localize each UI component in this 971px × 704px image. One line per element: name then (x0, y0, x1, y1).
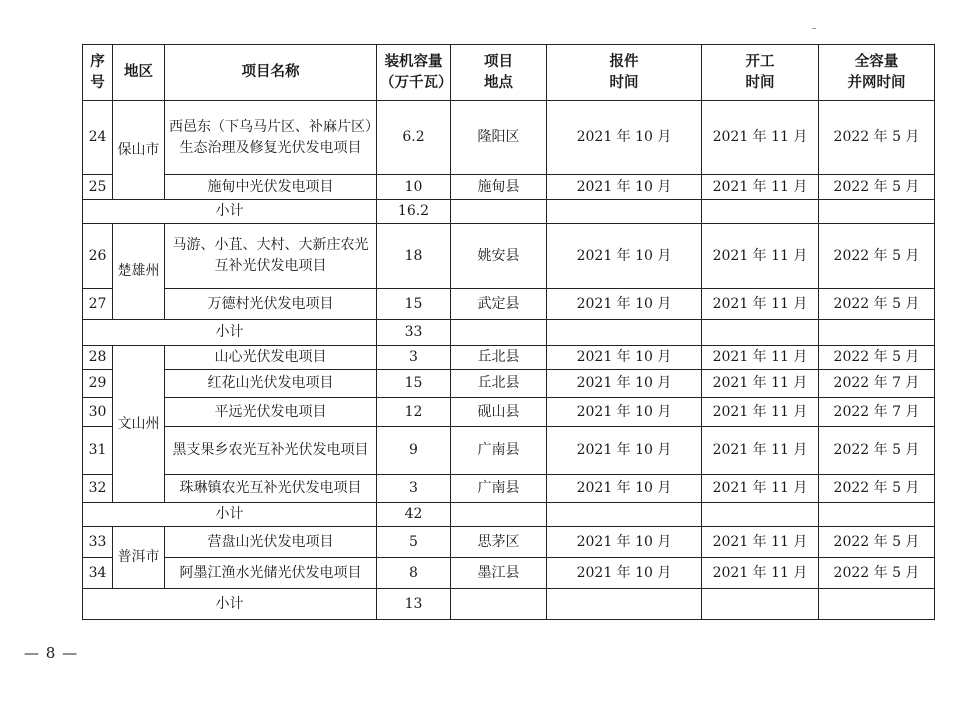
cell-capacity: 8 (377, 558, 451, 589)
header-row (83, 45, 935, 101)
cell-report: 2021 年 10 月 (547, 346, 702, 370)
cell-name: 施甸中光伏发电项目 (165, 175, 377, 200)
subtotal-empty (547, 503, 702, 527)
header-region: 地区 (113, 45, 165, 101)
cell-grid: 2022 年 5 月 (819, 527, 935, 558)
cell-start: 2021 年 11 月 (702, 346, 819, 370)
cell-location: 丘北县 (451, 370, 547, 398)
cell-grid: 2022 年 7 月 (819, 398, 935, 427)
cell-report: 2021 年 10 月 (547, 475, 702, 503)
cell-report: 2021 年 10 月 (547, 370, 702, 398)
table-row (83, 558, 935, 589)
cell-region: 保山市 (113, 101, 165, 200)
cell-seq: 28 (83, 346, 113, 370)
subtotal-row (83, 320, 935, 346)
cell-report: 2021 年 10 月 (547, 527, 702, 558)
cell-start: 2021 年 11 月 (702, 558, 819, 589)
cell-name: 红花山光伏发电项目 (165, 370, 377, 398)
cell-seq: 27 (83, 289, 113, 320)
table-row (83, 398, 935, 427)
subtotal-empty (547, 200, 702, 224)
scan-mark (812, 28, 816, 29)
cell-location: 思茅区 (451, 527, 547, 558)
cell-seq: 34 (83, 558, 113, 589)
cell-seq: 26 (83, 224, 113, 289)
subtotal-empty (819, 589, 935, 620)
cell-report: 2021 年 10 月 (547, 175, 702, 200)
cell-capacity: 10 (377, 175, 451, 200)
cell-capacity: 18 (377, 224, 451, 289)
subtotal-empty (702, 503, 819, 527)
header-location: 项目 地点 (451, 45, 547, 101)
cell-start: 2021 年 11 月 (702, 224, 819, 289)
cell-name: 阿墨江渔水光储光伏发电项目 (165, 558, 377, 589)
cell-name: 山心光伏发电项目 (165, 346, 377, 370)
cell-capacity: 15 (377, 289, 451, 320)
table-row (83, 224, 935, 289)
cell-location: 广南县 (451, 475, 547, 503)
table-row (83, 370, 935, 398)
cell-grid: 2022 年 5 月 (819, 289, 935, 320)
cell-grid: 2022 年 5 月 (819, 427, 935, 475)
cell-location: 广南县 (451, 427, 547, 475)
cell-grid: 2022 年 7 月 (819, 370, 935, 398)
cell-grid: 2022 年 5 月 (819, 346, 935, 370)
header-name: 项目名称 (165, 45, 377, 101)
subtotal-empty (547, 320, 702, 346)
cell-location: 丘北县 (451, 346, 547, 370)
cell-start: 2021 年 11 月 (702, 101, 819, 175)
header-grid: 全容量 并网时间 (819, 45, 935, 101)
subtotal-row (83, 589, 935, 620)
cell-name: 珠琳镇农光互补光伏发电项目 (165, 475, 377, 503)
page-number: — 8 — (24, 644, 79, 662)
subtotal-value: 33 (377, 320, 451, 346)
subtotal-empty (819, 503, 935, 527)
cell-start: 2021 年 11 月 (702, 175, 819, 200)
cell-report: 2021 年 10 月 (547, 427, 702, 475)
cell-region: 楚雄州 (113, 224, 165, 320)
subtotal-empty (819, 320, 935, 346)
cell-grid: 2022 年 5 月 (819, 101, 935, 175)
cell-location: 施甸县 (451, 175, 547, 200)
cell-grid: 2022 年 5 月 (819, 475, 935, 503)
subtotal-label: 小计 (83, 589, 377, 620)
cell-name: 西邑东（下乌马片区、补麻片区）生态治理及修复光伏发电项目 (165, 101, 377, 175)
cell-report: 2021 年 10 月 (547, 289, 702, 320)
cell-start: 2021 年 11 月 (702, 427, 819, 475)
cell-name: 马游、小苴、大村、大新庄农光互补光伏发电项目 (165, 224, 377, 289)
cell-start: 2021 年 11 月 (702, 527, 819, 558)
subtotal-empty (819, 200, 935, 224)
subtotal-empty (451, 589, 547, 620)
header-capacity: 装机容量 （万千瓦） (377, 45, 451, 101)
subtotal-label: 小计 (83, 200, 377, 224)
header-seq: 序 号 (83, 45, 113, 101)
project-table (82, 44, 935, 620)
cell-capacity: 3 (377, 346, 451, 370)
table-row (83, 101, 935, 175)
cell-start: 2021 年 11 月 (702, 398, 819, 427)
cell-location: 砚山县 (451, 398, 547, 427)
cell-seq: 25 (83, 175, 113, 200)
cell-capacity: 6.2 (377, 101, 451, 175)
cell-seq: 24 (83, 101, 113, 175)
subtotal-empty (451, 200, 547, 224)
cell-location: 姚安县 (451, 224, 547, 289)
cell-grid: 2022 年 5 月 (819, 224, 935, 289)
table-row (83, 346, 935, 370)
table-row (83, 427, 935, 475)
cell-region: 普洱市 (113, 527, 165, 589)
table-row (83, 527, 935, 558)
cell-capacity: 9 (377, 427, 451, 475)
cell-capacity: 15 (377, 370, 451, 398)
subtotal-empty (547, 589, 702, 620)
subtotal-value: 42 (377, 503, 451, 527)
subtotal-value: 13 (377, 589, 451, 620)
cell-name: 黑支果乡农光互补光伏发电项目 (165, 427, 377, 475)
cell-grid: 2022 年 5 月 (819, 175, 935, 200)
table-row (83, 475, 935, 503)
cell-seq: 33 (83, 527, 113, 558)
subtotal-empty (451, 320, 547, 346)
subtotal-value: 16.2 (377, 200, 451, 224)
cell-start: 2021 年 11 月 (702, 289, 819, 320)
cell-capacity: 12 (377, 398, 451, 427)
cell-report: 2021 年 10 月 (547, 558, 702, 589)
header-start: 开工 时间 (702, 45, 819, 101)
subtotal-label: 小计 (83, 503, 377, 527)
cell-location: 墨江县 (451, 558, 547, 589)
subtotal-label: 小计 (83, 320, 377, 346)
cell-region: 文山州 (113, 346, 165, 503)
table-row (83, 175, 935, 200)
subtotal-row (83, 503, 935, 527)
cell-seq: 30 (83, 398, 113, 427)
subtotal-empty (451, 503, 547, 527)
cell-capacity: 5 (377, 527, 451, 558)
cell-start: 2021 年 11 月 (702, 475, 819, 503)
cell-start: 2021 年 11 月 (702, 370, 819, 398)
cell-report: 2021 年 10 月 (547, 224, 702, 289)
cell-seq: 31 (83, 427, 113, 475)
cell-name: 万德村光伏发电项目 (165, 289, 377, 320)
cell-seq: 29 (83, 370, 113, 398)
cell-name: 平远光伏发电项目 (165, 398, 377, 427)
cell-location: 隆阳区 (451, 101, 547, 175)
cell-capacity: 3 (377, 475, 451, 503)
cell-grid: 2022 年 5 月 (819, 558, 935, 589)
table-body (83, 101, 935, 620)
header-report: 报件 时间 (547, 45, 702, 101)
cell-report: 2021 年 10 月 (547, 101, 702, 175)
cell-location: 武定县 (451, 289, 547, 320)
table-row (83, 289, 935, 320)
subtotal-empty (702, 200, 819, 224)
cell-seq: 32 (83, 475, 113, 503)
cell-report: 2021 年 10 月 (547, 398, 702, 427)
subtotal-row (83, 200, 935, 224)
subtotal-empty (702, 320, 819, 346)
cell-name: 营盘山光伏发电项目 (165, 527, 377, 558)
subtotal-empty (702, 589, 819, 620)
